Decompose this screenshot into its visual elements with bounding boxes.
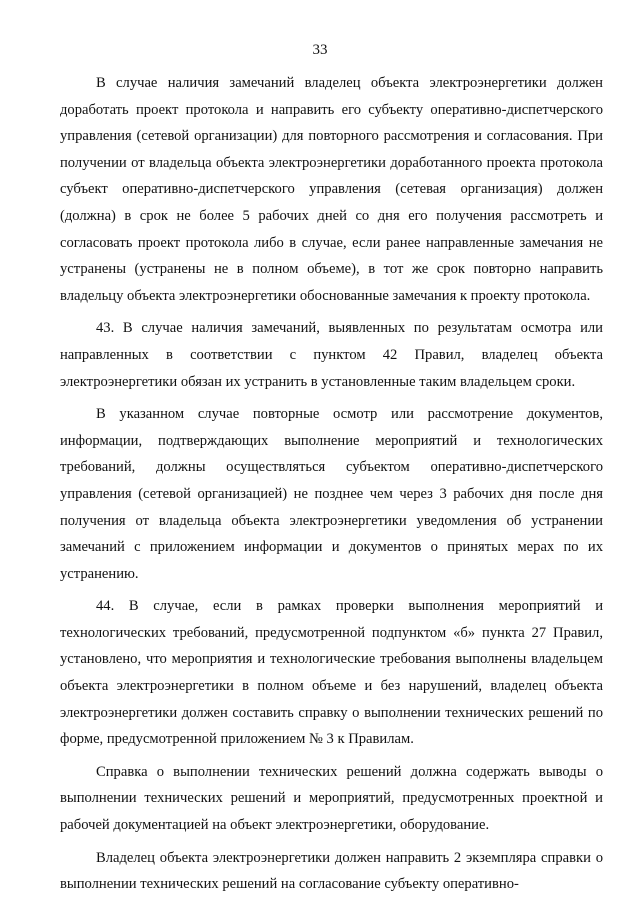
page-number: 33 (312, 42, 328, 58)
paragraph-44: 44. В случае, если в рамках проверки выполнения мероприятий и технологических требований, предусмотренной подпунктом «б» пункта 27 Правил, установлено, что мероприятия и технологические требования выполнены владельцем объекта электроэнергетики в полном объеме и без нарушений, владелец объекта электроэнергетики должен составить справку о выполнении технических решений по форме, предусмотренной приложением № 3 к Правилам. (60, 598, 603, 748)
paragraph-certificate-content: Справка о выполнении технических решений должна содержать выводы о выполнении технических решений и мероприятий, предусмотренных проектной и рабочей документацией на объект электроэнергетики, оборудование. (60, 763, 603, 834)
document-body (60, 70, 603, 898)
paragraph-43: 43. В случае наличия замечаний, выявленных по результатам осмотра или направленных в соответствии с пунктом 42 Правил, владелец объекта электроэнергетики обязан их устранить в установленные таким владельцем сроки. (60, 320, 603, 390)
paragraph-remarks-revision: В случае наличия замечаний владелец объекта электроэнергетики должен доработать проект протокола и направить его субъекту оперативно-диспетчерского управления (сетевой организации) для повторного рассмотрения и согласования. При получении от владельца объекта электроэнергетики доработанного проекта протокола субъект оперативно-диспетчерского управления (сетевая организация) должен (должна) в срок не более 5 рабочих дней со дня его получения рассмотреть и согласовать проект протокола либо в случае, если ранее направленные замечания не устранены (устранены не в полном объеме), в тот же срок повторно направить владельцу объекта электроэнергетики обоснованные замечания к проекту протокола. (60, 75, 603, 304)
paragraph-repeat-inspection: В указанном случае повторные осмотр или рассмотрение документов, информации, подтверждающих выполнение мероприятий и технологических требований, должны осуществляться субъектом оперативно-диспетчерского управления (сетевой организацией) не позднее чем через 3 рабочих дня после дня получения от владельца объекта электроэнергетики уведомления об устранении замечаний с приложением информации и документов о принятых мерах по их устранению. (60, 406, 603, 582)
paragraph-certificate-submission: Владелец объекта электроэнергетики должен направить 2 экземпляра справки о выполнении технических решений на согласование субъекту оперативно- (60, 849, 603, 893)
